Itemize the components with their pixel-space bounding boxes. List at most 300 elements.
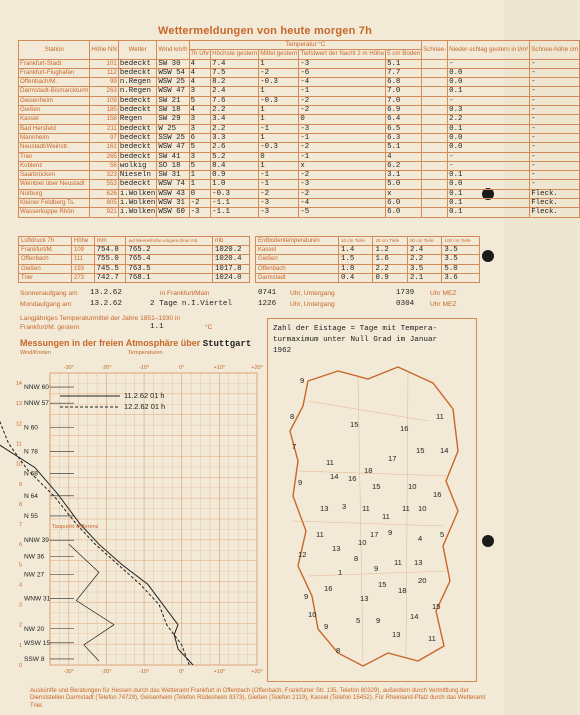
table-row	[19, 199, 580, 208]
x-tick-label-bottom: +10°	[213, 669, 226, 675]
station-tboden: 7.7	[386, 68, 422, 77]
map-value: 14	[410, 612, 419, 621]
luft-mb: 1024.0	[212, 273, 249, 282]
station-tmit: -0.3	[259, 96, 299, 105]
station-tboden: 6.0	[386, 199, 422, 208]
station-tboden: 6.4	[386, 115, 422, 124]
erd-station: Offenbach	[256, 264, 339, 273]
eistage-line1: Zahl der Eistage = Tage mit Tempera-	[273, 325, 438, 333]
station-blank	[422, 115, 448, 124]
station-hoehe: 805	[90, 199, 118, 208]
mond-uhr-label: Uhr, Untergang	[290, 301, 335, 308]
station-blank	[422, 180, 448, 189]
station-tmin: -1	[299, 152, 386, 161]
station-wetter: bedeckt	[118, 106, 156, 115]
table-row	[19, 87, 580, 96]
station-tboden: 3.1	[386, 171, 422, 180]
station-nieder: 0.0	[448, 180, 530, 189]
station-wetter: i.Wolken	[119, 208, 156, 217]
station-wind: SW 21	[157, 96, 189, 105]
station-schnee: -	[530, 115, 580, 124]
table-row	[19, 255, 250, 264]
station-t7: 5	[189, 96, 211, 105]
map-value: 10	[358, 538, 367, 547]
station-schnee: Fleck.	[530, 199, 580, 208]
map-value: 10	[408, 482, 417, 491]
station-tmin: -3	[299, 59, 386, 68]
table-row	[19, 264, 250, 273]
punch-hole	[482, 250, 494, 262]
erd-value: 2.2	[373, 264, 407, 273]
wind-label: WNW 31	[24, 595, 51, 603]
map-value: 9	[388, 528, 393, 537]
station-blank	[422, 78, 448, 87]
station-wind: WSW 31	[157, 199, 189, 208]
map-value: 11	[436, 412, 444, 421]
luft-hoehe: 273	[72, 273, 95, 282]
col-schnee-group: Schnee-	[422, 41, 448, 60]
station-blank	[422, 68, 448, 77]
erd-header: 20 cm Tiefe	[373, 237, 407, 246]
atmosphere-chart	[12, 355, 262, 685]
station-hoehe: 109	[90, 96, 118, 105]
erd-header: 100 cm Tiefe	[442, 237, 480, 246]
station-tmax: -1.1	[211, 199, 259, 208]
erd-value: 1.4	[339, 246, 373, 255]
col-tboden: 5 cm Boden	[387, 50, 421, 58]
station-tboden: 6.9	[386, 106, 422, 115]
station-hoehe: 158	[90, 115, 118, 124]
chart-sub-left: Wind/Knoten	[20, 350, 51, 356]
erdboden-table	[255, 236, 480, 283]
station-t7: -3	[189, 208, 211, 217]
map-value: 15	[416, 446, 425, 455]
luft-mb: 1020.4	[212, 255, 249, 264]
erd-value: 1.6	[373, 255, 407, 264]
station-tboden: 6.5	[386, 124, 422, 133]
weather-table	[18, 40, 580, 218]
col-hoehe: Höhe NN	[90, 41, 118, 60]
erd-station: Darmstadt	[256, 273, 339, 282]
map-value: 5	[356, 616, 361, 625]
station-tmax: -1.1	[211, 208, 259, 217]
table-row	[19, 96, 580, 105]
col-schnee: Schnee-höhe cm	[530, 41, 580, 60]
map-value: 13	[392, 630, 401, 639]
station-t7: 1	[189, 171, 211, 180]
station-nieder: 0.1	[448, 199, 530, 208]
station-nieder: 0.0	[448, 133, 530, 142]
map-value: 15	[432, 602, 441, 611]
station-wetter: wolkig	[118, 161, 156, 170]
map-value: 17	[388, 454, 397, 463]
station-t7: 4	[189, 59, 211, 68]
y-tick-label: 9	[18, 481, 22, 488]
station-schnee: -	[530, 161, 580, 170]
x-tick-label-top: +10°	[213, 365, 226, 371]
x-tick-label-bottom: -30°	[63, 669, 74, 675]
col-tmit: Mittel gestern	[260, 50, 298, 58]
luft-mm: 754.8	[94, 246, 126, 255]
map-value: 16	[324, 584, 333, 593]
legend-entry-2: 12.2.62 01 h	[124, 402, 166, 411]
map-value: 4	[418, 534, 423, 543]
col-nieder: Nieder-schlag gestern in l/m²	[448, 41, 530, 60]
map-value: 11	[316, 530, 324, 539]
wind-label: NW 27	[24, 571, 45, 579]
station-nieder: 0.1	[448, 208, 530, 217]
station-schnee: -	[530, 133, 580, 142]
luft-name: Frankfurt/M.	[19, 246, 72, 255]
erd-value: 3.5	[442, 255, 480, 264]
luft-header: auf Meereshöhe umgerechnet mb	[126, 237, 213, 246]
wind-label: NNW 60	[24, 384, 49, 392]
station-tmax: 1.0	[211, 180, 259, 189]
table-row	[256, 246, 480, 255]
chart-sub-mid: Temperaturen	[128, 350, 163, 356]
map-value: 15	[350, 420, 359, 429]
erd-value: 2.4	[407, 246, 441, 255]
station-wind: SO 18	[157, 161, 189, 170]
station-tmax: 7.6	[211, 96, 259, 105]
luft-red: 768.1	[126, 273, 213, 282]
mondaufgang-date: 13.2.62	[90, 300, 122, 308]
map-value: 15	[378, 580, 387, 589]
station-nieder: -	[448, 59, 530, 68]
station-wetter: n.Regen	[118, 78, 156, 87]
wind-label: WSW 15	[24, 639, 51, 647]
map-value: 14	[330, 472, 339, 481]
station-wetter: bedeckt	[118, 124, 156, 133]
station-tmin: -6	[299, 68, 386, 77]
station-tmit: 1	[259, 59, 299, 68]
map-value: 16	[348, 474, 357, 483]
map-value: 17	[370, 530, 379, 539]
station-hoehe: 185	[90, 106, 118, 115]
station-blank	[422, 199, 448, 208]
station-schnee: -	[530, 143, 580, 152]
station-name: Nürburg	[19, 189, 90, 198]
station-tmax: 3.4	[211, 115, 259, 124]
erd-station: Gießen	[256, 255, 339, 264]
station-wind: WSW 74	[157, 180, 189, 189]
station-wetter: bedeckt	[118, 180, 156, 189]
station-tmax: 7.4	[211, 59, 259, 68]
station-tmit: 1	[259, 87, 299, 96]
station-tboden: 6.0	[386, 208, 422, 217]
wind-label: N 64	[24, 492, 38, 500]
map-value: 13	[320, 504, 329, 513]
map-value: 11	[362, 504, 370, 513]
map-value: 3	[342, 502, 347, 511]
station-hoehe: 161	[90, 143, 118, 152]
station-tboden: 6.3	[386, 133, 422, 142]
erd-station: Kassel	[256, 246, 339, 255]
col-t7: 7h Uhr	[190, 50, 210, 58]
eistage-panel	[267, 318, 477, 682]
mond-mez: Uhr MEZ	[430, 301, 457, 308]
station-nieder: -	[448, 96, 530, 105]
luft-red: 765.4	[126, 255, 213, 264]
station-t7: 5	[189, 161, 211, 170]
col-temperatur: Temperatur °C	[189, 41, 422, 50]
map-value: 11	[394, 558, 402, 567]
x-tick-label-bottom: +20°	[251, 669, 263, 675]
erd-value: 3.6	[442, 273, 480, 282]
station-hoehe: 97	[90, 133, 118, 142]
map-value: 12	[298, 550, 307, 559]
wind-label: NW 36	[24, 553, 45, 561]
y-tick-label: 8	[18, 501, 22, 508]
station-nieder: 0.1	[448, 171, 530, 180]
map-value: 13	[332, 544, 341, 553]
station-t7: 4	[189, 78, 211, 87]
station-hoehe: 263	[90, 87, 118, 96]
map-value: 13	[414, 558, 423, 567]
sun-auf-time: 0741	[258, 289, 277, 297]
station-tboden: 4	[386, 152, 422, 161]
luft-hoehe: 193	[72, 264, 95, 273]
map-value: 13	[360, 594, 369, 603]
station-tmit: -3	[259, 199, 299, 208]
luft-red: 765.2	[126, 246, 213, 255]
station-wetter: i.Wolken	[119, 189, 156, 198]
col-tmax: Höchste gestern	[212, 50, 258, 58]
mittel-value: 1.1	[150, 323, 164, 331]
table-row	[19, 59, 580, 68]
luft-hoehe: 109	[72, 246, 95, 255]
station-schnee: -	[530, 106, 580, 115]
station-nieder: -	[448, 152, 530, 161]
station-nieder: -	[448, 161, 530, 170]
legend-entry-1: 11.2.62 01 h	[124, 391, 165, 400]
mittel-line2: Frankfurt/M. gestern	[20, 324, 80, 331]
erd-header: 10 cm Tiefe	[339, 237, 373, 246]
x-tick-label-bottom: -10°	[139, 669, 150, 675]
y-tick-label: 2	[18, 622, 22, 629]
map-value: 8	[336, 646, 341, 655]
station-wind: WSW 54	[157, 68, 189, 77]
station-tmax: 5.2	[211, 152, 259, 161]
table-row	[256, 255, 480, 264]
station-tmin: -4	[299, 199, 386, 208]
col-wetter: Wetter	[118, 41, 156, 60]
station-nieder: 0.1	[448, 87, 530, 96]
y-tick-label: 6	[18, 542, 22, 549]
station-tmin: -2	[299, 171, 386, 180]
sun-unter-time: 1739	[396, 289, 415, 297]
station-nieder: 0.0	[448, 78, 530, 87]
station-blank	[422, 106, 448, 115]
map-value: 16	[400, 424, 409, 433]
x-tick-label-bottom: -20°	[101, 669, 112, 675]
station-t7: 3	[189, 115, 211, 124]
station-tmin: x	[299, 161, 386, 170]
station-name: Offenbach/M.	[19, 78, 90, 87]
luft-name: Gießen	[19, 264, 72, 273]
sun-mez: Uhr MEZ	[430, 290, 457, 297]
map-value: 20	[418, 576, 427, 585]
col-wind: Wind km/h	[157, 41, 189, 60]
station-tmin: -2	[299, 143, 386, 152]
chart-title	[20, 338, 251, 349]
station-name: Neustadt/Weinstr.	[19, 143, 90, 152]
table-row	[256, 264, 480, 273]
station-wind: SW 18	[157, 106, 189, 115]
station-wind: SW 41	[157, 152, 189, 161]
station-tmax: 8.2	[211, 78, 259, 87]
luft-red: 763.5	[126, 264, 213, 273]
station-blank	[422, 96, 448, 105]
station-t7: 3	[189, 124, 211, 133]
station-blank	[422, 133, 448, 142]
wind-label: N 55	[24, 512, 38, 520]
station-hoehe: 626	[90, 189, 118, 198]
map-value: 9	[376, 616, 381, 625]
station-tmit: 1	[259, 115, 299, 124]
station-tmit: -2	[259, 189, 299, 198]
station-t7: -2	[189, 199, 211, 208]
station-schnee: Fleck.	[530, 189, 580, 198]
station-hoehe: 323	[90, 171, 118, 180]
station-nieder: 0.0	[448, 68, 530, 77]
map-value: 11	[428, 634, 436, 643]
y-tick-label: 10	[15, 461, 22, 468]
map-value: 1	[338, 568, 343, 577]
table-row	[19, 180, 580, 189]
erd-value: 3.5	[442, 246, 480, 255]
station-wind: SW 29	[157, 115, 189, 124]
luft-mm: 742.7	[94, 273, 126, 282]
station-wetter: i.Wolken	[119, 199, 156, 208]
station-name: Kassel	[19, 115, 90, 124]
luft-name: Offenbach	[19, 255, 72, 264]
station-wetter: bedeckt	[118, 96, 156, 105]
station-tmax: 0.9	[211, 171, 259, 180]
station-name: Bad Hersfeld	[19, 124, 90, 133]
station-schnee: Fleck.	[530, 208, 580, 217]
sun-uhr-label: Uhr, Untergang	[290, 290, 335, 297]
station-schnee: -	[530, 68, 580, 77]
station-schnee: -	[530, 180, 580, 189]
erd-header: Erdbodentemperaturen	[256, 237, 339, 246]
station-tboden: 5.0	[386, 180, 422, 189]
table-row	[19, 78, 580, 87]
footer-note: Auskünfte und Beratungen für Hessen durch das Wetteramt Frankfurt in Offenbach (Offenbach, Frankfurter Str. 135, Telefon 80329), außerdem durch Vermittlung der Dienststellen Darmstadt (Telefon 74729), Geisenheim (Telefon Rüdesheim 8373), Gießen (Telefon 2119), Kassel (Telefon 15452). Für Rheinland-Pfalz durch das Wetteramt Trier.	[30, 688, 486, 709]
y-tick-label: 12	[15, 421, 22, 428]
station-tmin: -3	[299, 180, 386, 189]
sun-ort: in Frankfurt/Main	[160, 290, 210, 297]
station-tmin: -3	[299, 124, 386, 133]
y-tick-label: 14	[15, 381, 22, 388]
map-value: 5	[440, 530, 445, 539]
station-schnee: -	[530, 59, 580, 68]
map-value: 14	[440, 446, 449, 455]
luft-mm: 755.0	[94, 255, 126, 264]
map-value: 11	[382, 512, 390, 521]
station-tmit: 0	[259, 152, 299, 161]
station-blank	[422, 152, 448, 161]
erd-header: 50 cm Tiefe	[407, 237, 441, 246]
map-value: 11	[402, 504, 410, 513]
taupunkt-label: Taupunkt Differenz	[52, 524, 99, 531]
station-hoehe: 265	[90, 152, 118, 161]
station-nieder: 0.1	[448, 189, 530, 198]
luft-mb: 1020.2	[212, 246, 249, 255]
station-tmin: -1	[299, 87, 386, 96]
x-tick-label-top: -20°	[101, 365, 112, 371]
station-tmin: -4	[299, 78, 386, 87]
luft-header: mb	[212, 237, 249, 246]
station-wetter: bedeckt	[118, 68, 156, 77]
erd-value: 2.2	[407, 255, 441, 264]
table-row	[19, 68, 580, 77]
x-tick-label-top: -30°	[63, 365, 74, 371]
station-nieder: 0.1	[448, 124, 530, 133]
station-tboden: 7.0	[386, 96, 422, 105]
map-value: 7	[292, 442, 297, 451]
map-value: 10	[418, 504, 427, 513]
mond-unter-time: 0304	[396, 300, 415, 308]
col-station: Station	[19, 41, 90, 60]
x-tick-label-bottom: 0°	[179, 669, 185, 675]
map-value: 9	[374, 564, 379, 573]
station-t7: 3	[189, 87, 211, 96]
sonnenaufgang-label: Sonnenaufgang am	[20, 290, 78, 297]
table-row	[19, 133, 580, 142]
station-tboden: 7.0	[386, 87, 422, 96]
station-tboden: 5.1	[386, 143, 422, 152]
erd-value: 1.8	[339, 264, 373, 273]
chart-city: Stuttgart	[202, 339, 252, 349]
station-tmit: 1	[259, 106, 299, 115]
station-wetter: Regen	[118, 115, 156, 124]
wind-label: N 60	[24, 424, 38, 432]
y-tick-label: 7	[18, 522, 22, 529]
map-value: 9	[298, 478, 303, 487]
mittel-line1: Langjähriges Temperaturmittel der Jahre 1851–1930 in	[20, 315, 181, 322]
station-schnee: -	[530, 171, 580, 180]
station-wetter: n.Regen	[118, 87, 156, 96]
station-wind: WSW 47	[157, 143, 189, 152]
station-t7: 5	[189, 143, 211, 152]
station-nieder: 0.3	[448, 106, 530, 115]
station-tmit: 1	[259, 133, 299, 142]
station-blank	[422, 161, 448, 170]
station-schnee: -	[530, 124, 580, 133]
erd-value: 1.2	[373, 246, 407, 255]
y-tick-label: 13	[15, 401, 22, 408]
luftdruck-table	[18, 236, 250, 283]
station-wetter: bedeckt	[118, 59, 156, 68]
map-value: 10	[308, 610, 317, 619]
table-row	[19, 273, 250, 282]
station-blank	[422, 87, 448, 96]
wind-label: N 68	[24, 470, 38, 478]
erd-value: 1.5	[339, 255, 373, 264]
erd-value: 0.4	[339, 273, 373, 282]
chart-title-text: Messungen in der freien Atmosphäre über	[20, 338, 201, 348]
eistage-line2: turmaximum unter Null Grad im Januar	[273, 336, 438, 344]
station-hoehe: 56	[90, 161, 118, 170]
station-name: Koblenz	[19, 161, 90, 170]
wind-label: NNW 39	[24, 537, 49, 545]
station-name: Mannheim	[19, 133, 90, 142]
x-tick-label-top: -10°	[139, 365, 150, 371]
map-value: 18	[398, 586, 407, 595]
luft-name: Trier	[19, 273, 72, 282]
map-value: 16	[433, 490, 442, 499]
